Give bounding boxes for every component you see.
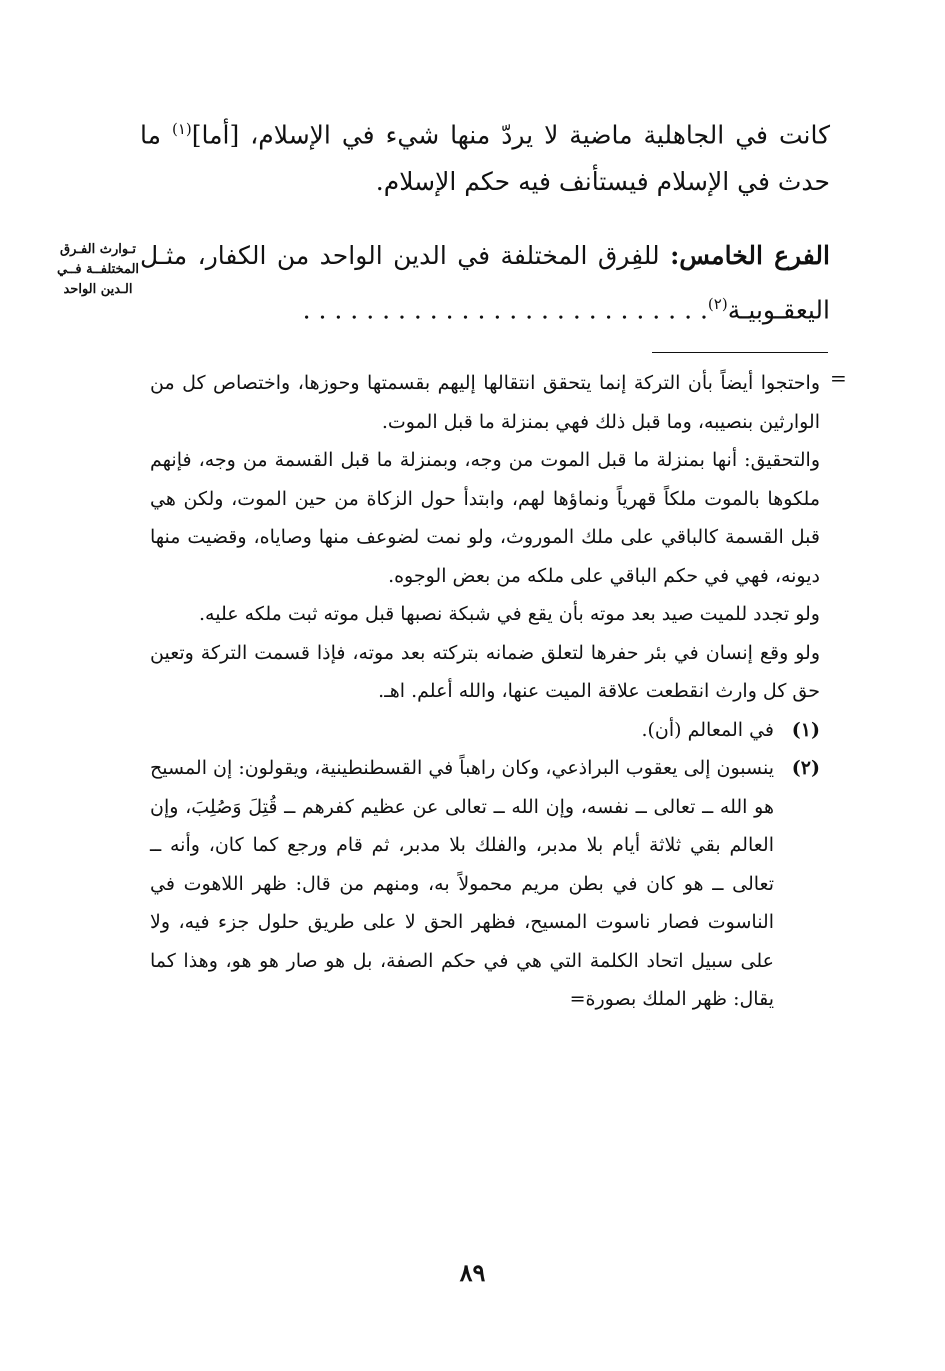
footnote-continuation-paragraph: ولو وقع إنسان في بئر حفرها لتعلق ضمانه بتركته بعد موته، فإذا قسمت التركة وتعين حق كل وارث انقطعت علاقة الميت عنها، والله أعلم. اهـ.	[150, 641, 820, 702]
footnote-ref-2: (٢)	[707, 295, 728, 313]
footnote-item	[150, 711, 820, 750]
footnote-text: في المعالم (أن).	[641, 718, 774, 741]
footnote-item	[150, 749, 820, 1019]
main-paragraph-part2: ما حدث في الإسلام فيستأنف فيه حكم الإسلام.	[140, 120, 830, 197]
margin-note-line: المختلفــة فــي	[56, 262, 140, 277]
main-paragraph	[140, 106, 830, 205]
branch-heading-paragraph	[140, 232, 830, 334]
margin-note-line: تـوارث الفـرق	[59, 242, 136, 257]
dot-leaders: . . . . . . . . . . . . . . . . . . . . . . . . . .	[302, 295, 708, 325]
main-paragraph-part1: كانت في الجاهلية ماضية لا يردّ منها شيء في الإسلام، [أما]	[191, 120, 830, 150]
footnote-number: (٢)	[791, 757, 820, 779]
footnote-number: (١)	[791, 718, 820, 741]
footnote-continuation-paragraph: ولو تجدد للميت صيد بعد موته بأن يقع في شبكة نصبها قبل موته ثبت ملكه عليه.	[199, 603, 820, 625]
footnote-text: ينسبون إلى يعقوب البراذعي، وكان راهباً في القسطنطينية، ويقولون: إن المسيح هو الله ــ تعالى ــ نفسه، وإن الله ــ تعالى عن عظيم كفرهم ــ قُتِلَ وَصُلِبَ، وإن العالم بقي ثلاثة أيام بلا مدبر، والفلك بلا مدبر، ثم قام ورجع كما كان، وأنه ــ تعالى ــ هو كان في بطن مريم محمولاً به، ومنهم من قال: ظهر اللاهوت في الناسوت فصار ناسوت المسيح، فظهر الحق لا على طريق حلول جزء فيه، ولا على سبيل اتحاد الكلمة التي هي في حكم الصفة، بل هو صار هو هو، وهذا كما يقال: ظهر الملك بصورة=	[150, 757, 775, 1010]
margin-note	[48, 240, 148, 300]
branch-text: للفِرق المختلفة في الدين الواحد من الكفار، مثـل اليعقـوبيـة	[140, 241, 830, 325]
page-number: ٨٩	[459, 1258, 486, 1287]
footnote-ref-1: (١)	[172, 120, 192, 138]
continuation-mark: =	[830, 366, 847, 390]
footnote-continuation-paragraph: واحتجوا أيضاً بأن التركة إنما يتحقق انتقالها إليهم بقسمتها وحوزها، واختصاص كل من الوارثين بنصيبه، وما قبل ذلك فهي بمنزلة ما قبل الموت.	[150, 372, 820, 433]
footnote-continuation-paragraph: والتحقيق: أنها بمنزلة ما قبل الموت من وجه، وبمنزلة ما قبل القسمة من وجه، فإنهم ملكوها بالموت ملكاً قهرياً ونماؤها لهم، وابتدأ حول الزكاة من حين الموت، ولكن هي قبل القسمة كالباقي على ملك الموروث، ولو نمت لضوعف منها وصاياه، وقضيت منها ديونه، فهي في حكم الباقي على ملكه من بعض الوجوه.	[150, 449, 820, 587]
footnotes-section	[150, 364, 820, 1019]
footnote-separator	[652, 352, 828, 353]
margin-note-line: الـدين الواحد	[63, 282, 133, 297]
branch-heading: الفرع الخامس:	[670, 241, 830, 270]
